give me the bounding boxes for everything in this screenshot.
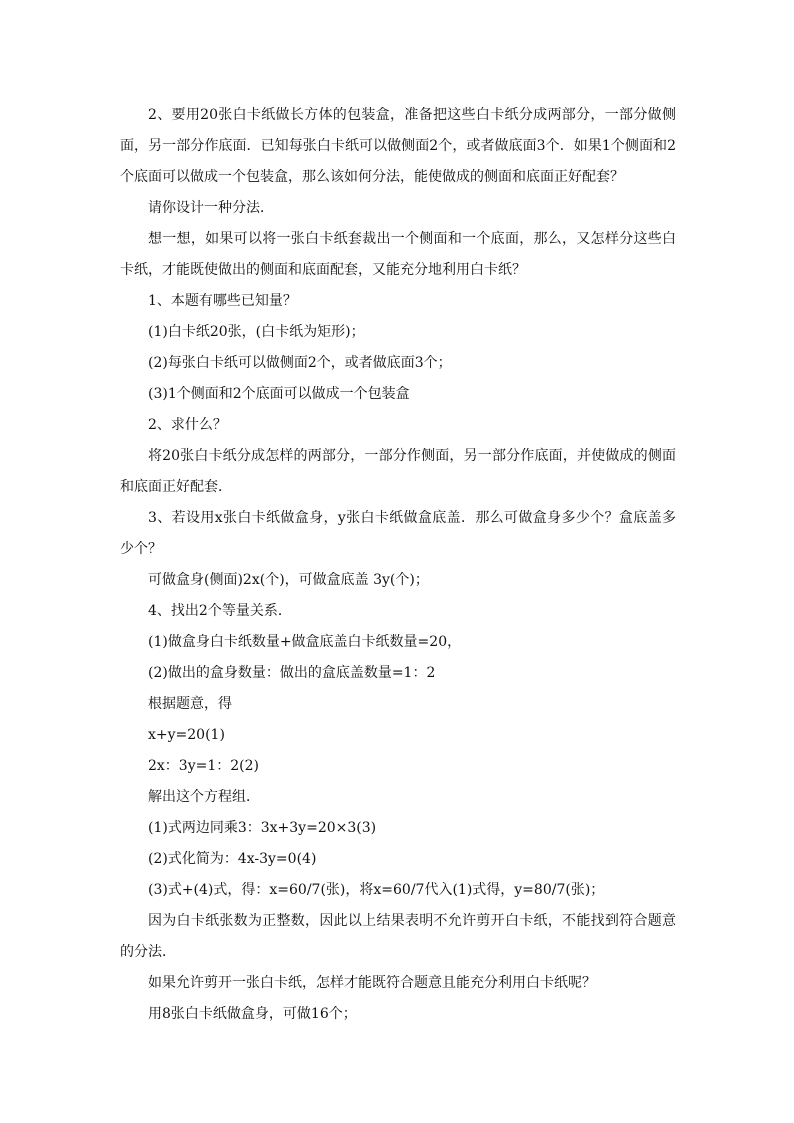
answer-start: 用8张白卡纸做盒身，可做16个； [148, 1006, 357, 1022]
step-4-heading: 4、找出2个等量关系． [148, 603, 292, 619]
step-3-heading: 3、若设用x张白卡纸做盒身，y张白卡纸做盒底盖．那么可做盒身多少个？盒底盖多少个？ [120, 510, 676, 557]
equation-4: (2)式化简为：4x-3y=0(4) [148, 851, 317, 867]
document-body [120, 100, 676, 1030]
follow-up-question: 如果允许剪开一张白卡纸，怎样才能既符合题意且能充分利用白卡纸呢？ [148, 975, 596, 991]
solve-heading: 解出这个方程组． [148, 789, 260, 805]
problem-statement: 2、要用20张白卡纸做长方体的包装盒，准备把这些白卡纸分成两部分，一部分做侧面，另一部分作底面．已知每张白卡纸可以做侧面2个，或者做底面3个．如果1个侧面和2个底面可以做成一个包装盒，那么该如何分法，能使做成的侧面和底面正好配套？ [120, 107, 676, 185]
step-2-heading: 2、求什么？ [148, 417, 227, 433]
equation-3: (1)式两边同乘3：3x+3y=20×3(3) [148, 820, 377, 836]
relation-1: (1)做盒身白卡纸数量+做盒底盖白卡纸数量=20， [148, 634, 462, 650]
quantity-expression: 可做盒身(侧面)2x(个)，可做盒底盖 3y(个)； [148, 572, 429, 588]
equation-1: x+y=20(1) [148, 727, 225, 743]
relation-2: (2)做出的盒身数量：做出的盒底盖数量=1：2 [148, 665, 436, 681]
step-1-heading: 1、本题有哪些已知量？ [148, 293, 297, 309]
conclusion-text: 因为白卡纸张数为正整数，因此以上结果表明不允许剪开白卡纸，不能找到符合题意的分法． [120, 913, 676, 960]
equation-2: 2x：3y=1：2(2) [148, 758, 259, 774]
known-1: (1)白卡纸20张，(白卡纸为矩形)； [148, 324, 365, 340]
solution-line: (3)式+(4)式，得：x=60/7(张)，将x=60/7代入(1)式得，y=80/7(张)； [148, 882, 605, 898]
known-3: (3)1个侧面和2个底面可以做成一个包装盒 [148, 386, 410, 402]
think-prompt: 想一想，如果可以将一张白卡纸套裁出一个侧面和一个底面，那么，又怎样分这些白卡纸，才能既使做出的侧面和底面配套，又能充分地利用白卡纸？ [120, 231, 676, 278]
design-prompt: 请你设计一种分法． [148, 200, 274, 216]
known-2: (2)每张白卡纸可以做侧面2个，或者做底面3个； [148, 355, 452, 371]
according-text: 根据题意，得 [148, 696, 232, 712]
goal-text: 将20张白卡纸分成怎样的两部分，一部分作侧面，另一部分作底面，并使做成的侧面和底面正好配套． [120, 448, 676, 495]
